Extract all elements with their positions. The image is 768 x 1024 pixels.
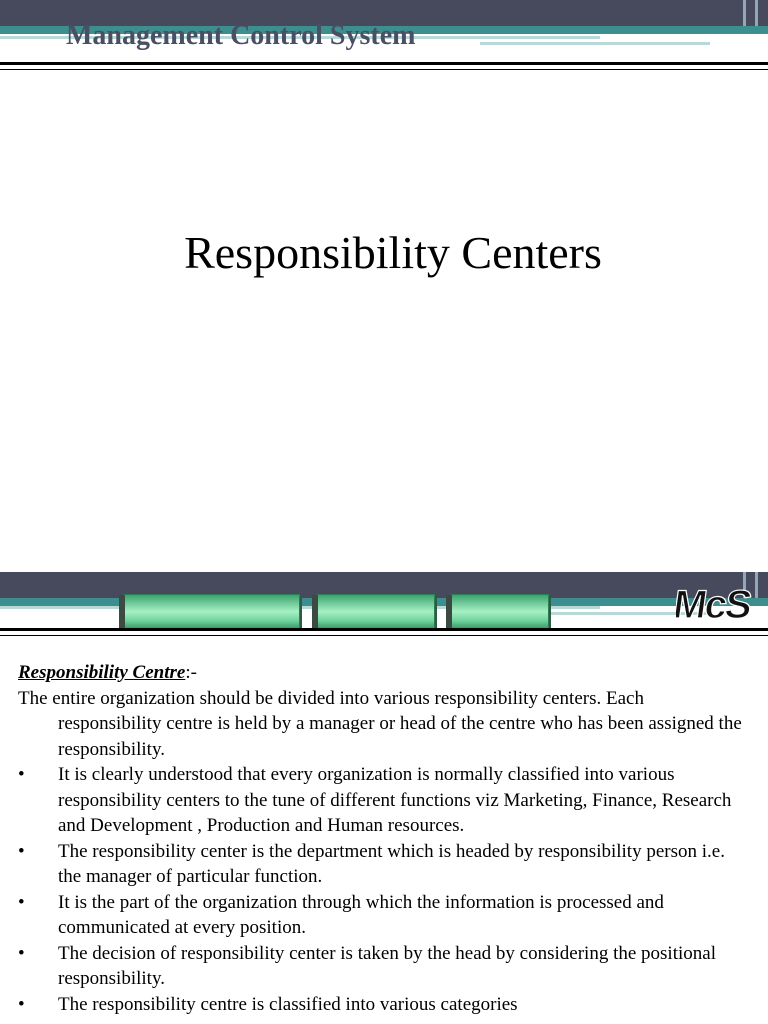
list-item-text: It is the part of the organization through which the information is processed and communicated at every position.	[58, 891, 664, 938]
bullet-icon: •	[18, 993, 25, 1015]
slide-body	[18, 660, 752, 1017]
header-title: Management Control System	[66, 20, 416, 51]
section-heading-suffix: :-	[185, 662, 197, 683]
section-heading-text: Responsibility Centre	[18, 662, 186, 683]
bullet-icon: •	[18, 840, 25, 862]
list-item-text: The decision of responsibility center is taken by the head by considering the positional responsibility.	[58, 942, 716, 989]
list-item	[18, 992, 752, 1018]
slide-title: Responsibility Centers	[184, 227, 602, 278]
list-item-text: The responsibility center is the department which is headed by responsibility person i.e. the manager of particular function.	[58, 840, 725, 887]
list-item	[18, 890, 752, 941]
header-rule	[0, 628, 768, 631]
header-stripe	[755, 572, 758, 598]
mcs-logo-text: McS	[676, 582, 754, 627]
header-rule	[0, 635, 768, 636]
green-button-1	[124, 594, 300, 629]
list-item-text: It is clearly understood that every organization is normally classified into various responsibility centers to the tune of different functions viz Marketing, Finance, Research and Development , Production and Human resources.	[58, 764, 732, 836]
bullet-icon: •	[18, 891, 25, 913]
green-button-3	[451, 594, 549, 629]
intro-paragraph: The entire organization should be divided into various responsibility centers. Each responsibility centre is held by a manager or head of the centre who has been assigned the responsibility.	[18, 687, 742, 760]
header-stripe	[743, 0, 746, 26]
bullet-icon: •	[18, 942, 25, 964]
section-heading	[18, 660, 752, 686]
list-item	[18, 762, 752, 839]
content-slide	[0, 572, 768, 1024]
header-accent-stripe	[480, 42, 710, 45]
bullet-icon: •	[18, 764, 25, 785]
list-item	[18, 941, 752, 992]
bullet-list	[18, 762, 752, 1017]
green-button-2	[317, 594, 435, 629]
list-item-text: The responsibility centre is classified into various categories	[58, 993, 518, 1015]
header-stripe	[755, 0, 758, 26]
header-rule	[0, 62, 768, 65]
mcs-logo	[676, 582, 754, 628]
header-rule	[0, 69, 768, 70]
list-item	[18, 839, 752, 890]
